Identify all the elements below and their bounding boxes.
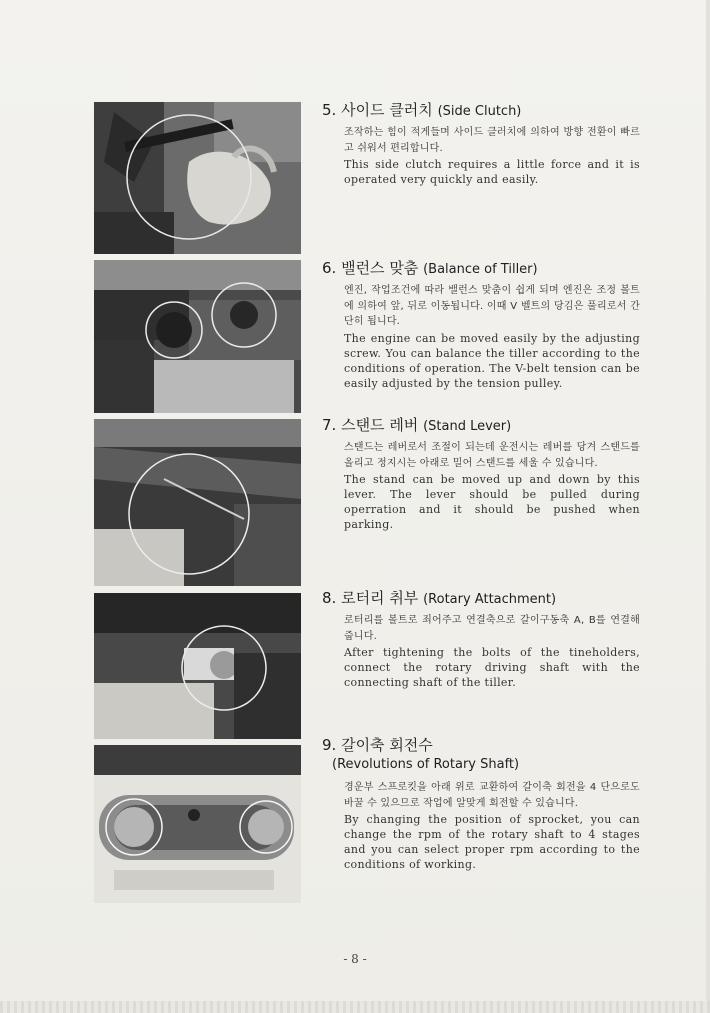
heading-en: (Side Clutch) <box>437 104 522 119</box>
section-heading <box>322 100 640 122</box>
korean-text: 로터리를 볼트로 죄어주고 연결축으로 갈이구동축 A, B를 연결해 줍니다. <box>344 615 640 642</box>
sprocket-photo <box>94 745 301 903</box>
scan-edge-right <box>706 0 710 1013</box>
heading-ko: 5. 사이드 클러치 <box>322 101 433 119</box>
section-rotary <box>322 588 640 690</box>
section-heading <box>322 258 640 280</box>
english-text: By changing the position of sprocket, you can change the rpm of the rotary shaft to 4 stages and you can select proper rpm according to the conditions of working. <box>344 813 640 871</box>
heading-ko: 8. 로터리 취부 <box>322 589 419 607</box>
side-clutch-photo <box>94 102 301 254</box>
balance-photo <box>94 260 301 413</box>
stand-lever-photo <box>94 419 301 586</box>
heading-ko: 9. 갈이축 회전수 <box>322 736 433 754</box>
heading-en: (Revolutions of Rotary Shaft) <box>332 757 520 772</box>
section-balance <box>322 258 640 391</box>
section-side-clutch <box>322 100 640 187</box>
heading-en: (Rotary Attachment) <box>423 592 557 607</box>
english-text: This side clutch requires a little force and it is operated very quickly and easily. <box>344 158 640 186</box>
english-text: The engine can be moved easily by the adjusting screw. You can balance the tiller according to the conditions of operation. The V-belt tension can be easily adjusted by the tension pulley. <box>344 331 640 390</box>
english-text: The stand can be moved up and down by this lever. The lever should be pulled during operration and it should be pushed when parking. <box>344 473 640 531</box>
heading-en: (Stand Lever) <box>423 419 512 434</box>
scan-edge-bottom <box>0 1001 710 1013</box>
heading-en: (Balance of Tiller) <box>423 262 538 277</box>
section-stand-lever <box>322 415 640 532</box>
heading-ko: 6. 밸런스 맞춤 <box>322 259 419 277</box>
heading-ko: 7. 스탠드 레버 <box>322 416 419 434</box>
rotary-photo <box>94 593 301 739</box>
section-heading <box>322 415 640 437</box>
section-heading <box>322 588 640 610</box>
english-text: After tightening the bolts of the tineholders, connect the rotary driving shaft with the connecting shaft of the tiller. <box>344 646 640 689</box>
section-sprocket <box>322 735 640 872</box>
korean-text: 조작하는 힘이 적게들며 사이드 클러치에 의하여 방향 전환이 빠르고 쉬워서 편리합니다. <box>344 127 640 154</box>
section-heading <box>322 735 640 755</box>
korean-text: 스탠드는 레버로서 조절이 되는데 운전시는 레버를 당겨 스탠드를 올리고 정지시는 아래로 밀어 스탠드를 세울 수 있습니다. <box>344 442 640 469</box>
korean-text: 경운부 스프로킷을 아래 위로 교환하여 갈이축 회전을 4 단으로도 바꿀 수 있으므로 작업에 알맞게 회전할 수 있습니다. <box>344 782 640 809</box>
page-number: - 8 - <box>343 952 367 966</box>
korean-text: 엔진, 작업조건에 따라 밸런스 맞춤이 쉽게 되며 엔진은 조정 볼트 에 의하여 앞, 뒤로 이동됩니다. 이때 V 벨트의 당김은 풀리로서 간단히 됩니다. <box>344 285 640 327</box>
